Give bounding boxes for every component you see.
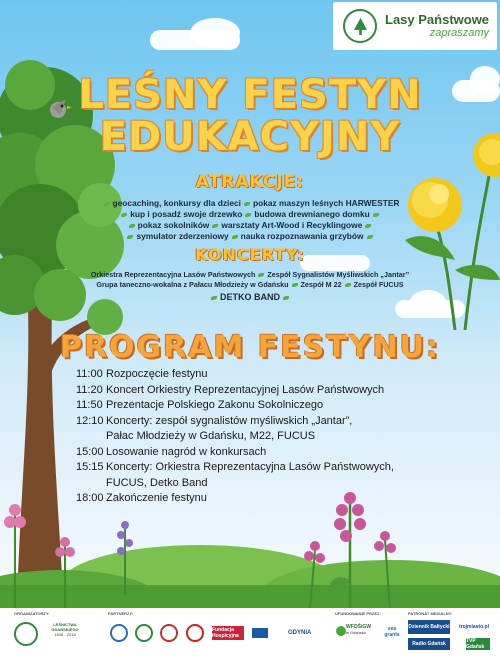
program-time: 18:00 (76, 492, 104, 504)
program-description: Zakończenie festynu (106, 492, 207, 504)
program-description: Pałac Młodzieży w Gdańsku, M22, FUCUS (106, 430, 316, 442)
program-time: 15:00 (76, 445, 104, 458)
partners-label: PARTNERZY: (108, 611, 134, 616)
organizers-label: ORGANIZATORZY: (14, 611, 50, 616)
bluebell-illustration (105, 515, 145, 595)
attractions-heading: ATRAKCJE: (195, 172, 305, 192)
partner-gdynia-logo: GDYNIA (288, 630, 312, 636)
program-time: 11:00 (76, 368, 103, 380)
organizer-logo-text: LEŚNICTWA GDAŃSKIEGO 1945 - 2015 (51, 622, 79, 637)
program-time: 11:50 (76, 399, 103, 411)
attractions-line: symulator zderzeniowy nauka rozpoznawania grzybów (60, 231, 440, 241)
organizer-logo-icon (14, 622, 38, 646)
prize-wfos-logo: WFOŚiGW w Gdańsku (346, 624, 371, 635)
program-row (76, 430, 456, 446)
program-description: Koncerty: zespół sygnalistów myśliwskich „Jantar”, (106, 414, 353, 427)
prize-eea-logo: eea grants (384, 626, 400, 638)
partner-logo-icon (135, 624, 153, 642)
program-time (76, 477, 106, 493)
program-row (76, 461, 456, 477)
attractions-line: kup i posadź swoje drzewko budowa drewnianego domku (60, 209, 440, 219)
concerts-line: Orkiestra Reprezentacyjna Lasów Państwowych Zespół Sygnalistów Myśliwskich „Jantar” (90, 270, 410, 279)
program-row (76, 477, 456, 493)
concerts-last-band: DETKO BAND (0, 292, 500, 302)
partner-logo-icon (186, 624, 204, 642)
program-time: 11:20 (76, 383, 103, 396)
attractions-line: pokaz sokolników warsztaty Art-Wood i Recyklingowe (60, 220, 440, 230)
logo-name: Lasy Państwowe (385, 11, 490, 27)
program-row (76, 368, 456, 384)
program-row (76, 415, 456, 431)
media-radio-logo: Radio Gdańsk (408, 638, 450, 650)
partner-logo-icon (160, 624, 178, 642)
program-description: Koncerty: Orkiestra Reprezentacyjna Lasów Państwowych, (106, 461, 394, 473)
program-row (76, 399, 456, 415)
partner-logo-icon (252, 628, 268, 638)
poster-title-line-2: EDUKACYJNY (99, 114, 401, 160)
program-heading: PROGRAM FESTYNU: (59, 330, 441, 365)
program-time: 12:10 (76, 414, 104, 427)
program-list (76, 368, 456, 508)
program-row (76, 446, 456, 462)
program-time (76, 430, 106, 446)
poster-title-line-1: LEŚNY FESTYN (78, 72, 422, 118)
media-dziennik-logo: Dziennik Bałtycki (408, 620, 450, 634)
cloud (190, 18, 240, 48)
program-time: 15:15 (76, 461, 104, 473)
media-label: PATRONAT MEDIALNY: (408, 611, 453, 616)
partner-fundacja-logo: Fundacja Hospicyjna (212, 626, 244, 640)
media-tvp-logo: TVP Gdańsk (466, 638, 490, 650)
sponsors-footer (0, 608, 500, 660)
partner-logo-icon (110, 624, 128, 642)
program-description: Rozpoczęcie festynu (106, 368, 208, 380)
program-row (76, 384, 456, 400)
attractions-line: geocaching, konkursy dla dzieci pokaz maszyn leśnych HARWESTER (60, 198, 440, 208)
program-row (76, 492, 456, 508)
program-description: FUCUS, Detko Band (106, 476, 208, 489)
program-description: Prezentacje Polskiego Zakonu Sokolniczego (106, 399, 324, 411)
media-trojmiasto-logo: trojmiasto.pl (458, 624, 489, 630)
logo-subtitle: zapraszamy (429, 27, 490, 40)
concerts-line: Grupa taneczno-wokalna z Pałacu Młodzieży w Gdańsku Zespół M 22 Zespół FUCUS (96, 280, 404, 289)
program-description: Losowanie nagród w konkursach (106, 445, 267, 458)
tree-emblem-icon (343, 9, 377, 43)
lasy-panstwowe-logo[interactable] (333, 2, 497, 50)
concerts-heading: KONCERTY: (195, 245, 305, 264)
program-description: Koncert Orkiestry Reprezentacyjnej Lasów Państwowych (106, 383, 385, 396)
prize-logo-icon (336, 626, 346, 636)
prizes-label: UFUNDOWANIE PRZEZ: (335, 611, 381, 616)
